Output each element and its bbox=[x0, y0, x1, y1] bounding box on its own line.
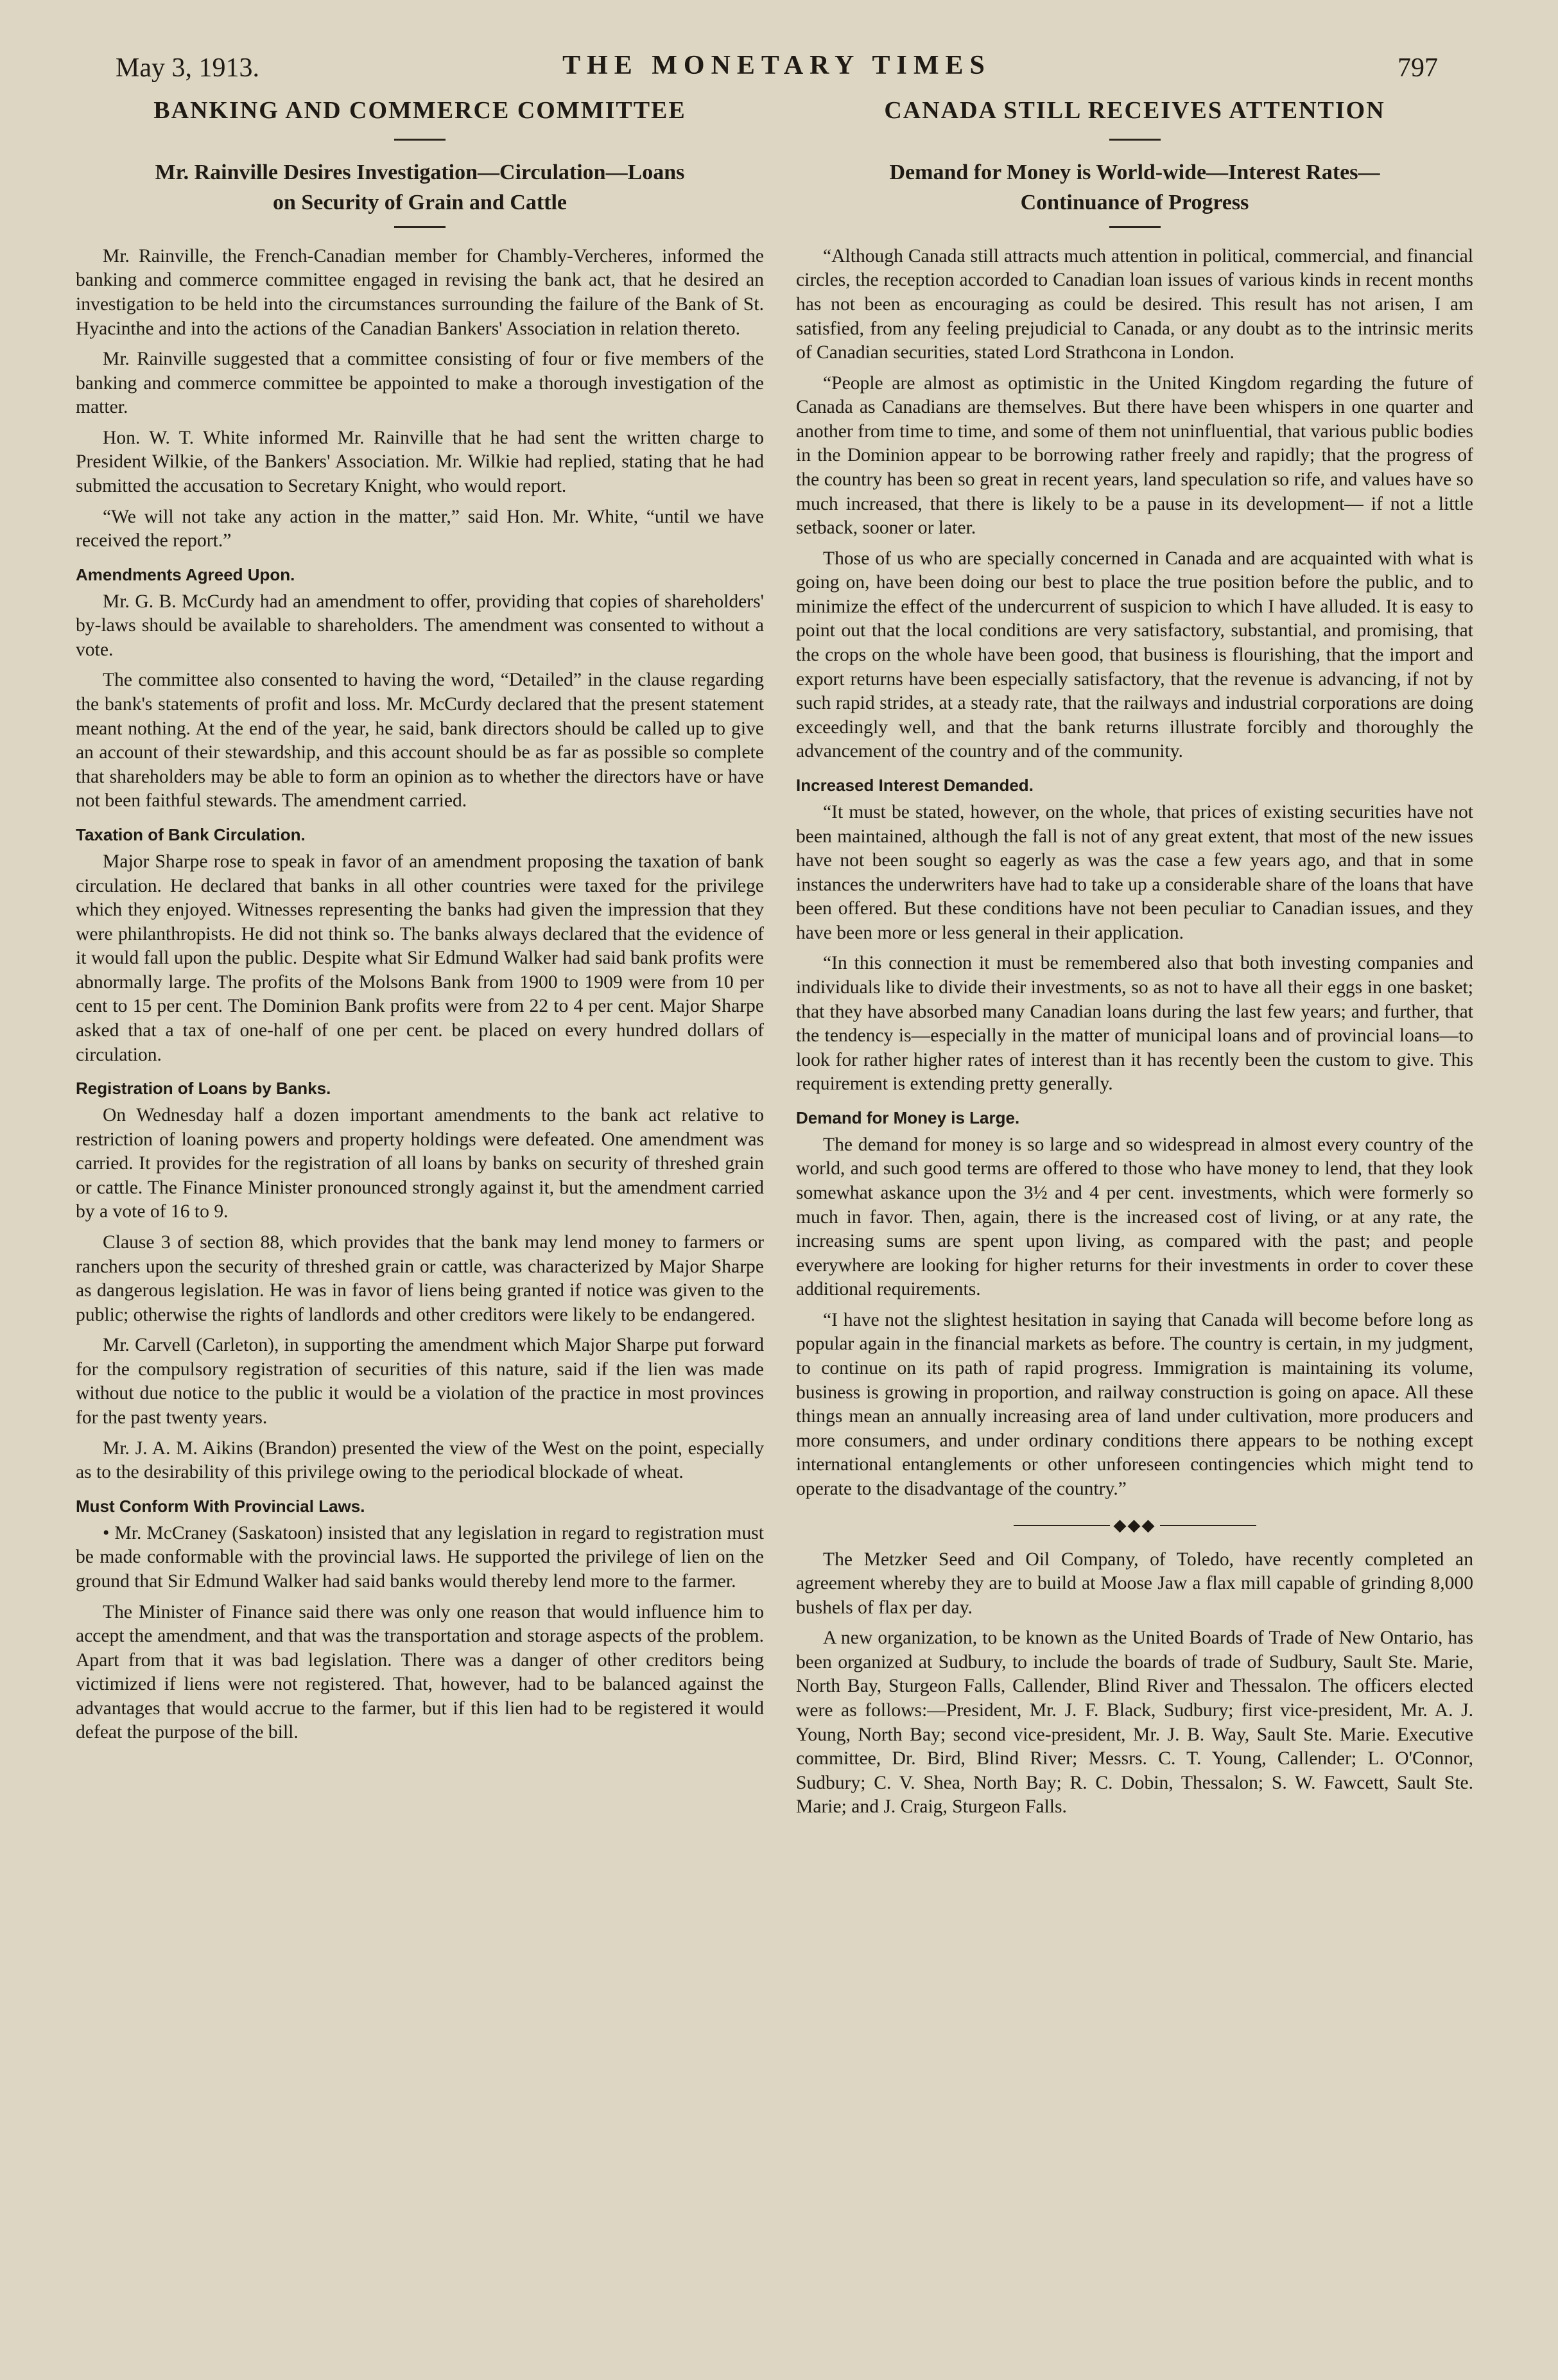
page-number: 797 bbox=[1398, 53, 1438, 83]
paragraph: “Although Canada still attracts much attention in political, commercial, and financial circles, the reception accorded to Canadian loan issues of various kinds in recent months has not been as encouraging as could be desired. This result has not arisen, I am satisfied, from any feeling prejudicial to Canada, or any doubt as to the intrinsic merits of Canadian securities, stated Lord Strathcona in London. bbox=[796, 245, 1473, 363]
subtitle-rule bbox=[1109, 226, 1161, 228]
left-article-title: BANKING AND COMMERCE COMMITTEE bbox=[153, 97, 686, 124]
section-heading: Registration of Loans by Banks. bbox=[76, 1079, 331, 1099]
paragraph: Mr. J. A. M. Aikins (Brandon) presented the view of the West on the point, especially as to the desirability of this privilege owing to the periodical blockade of wheat. bbox=[76, 1438, 764, 1483]
paragraph: The committee also consented to having the word, “Detailed” in the clause regarding the bank's statements of profit and loss. Mr. McCurdy declared that the present statement meant nothing. At the end of the year, he said, bank directors should be called up to give an account of their stewardship, and this account should be as far as possible so complete that shareholders may be able to form an opinion as to whether the directors have or have not been faithful stewards. The amendment carried. bbox=[76, 670, 764, 812]
left-article-subtitle-line-2: on Security of Grain and Cattle bbox=[272, 191, 567, 215]
paragraph: “I have not the slightest hesitation in saying that Canada will become before long as popular again in the financial markets as before. The country is certain, in my judgment, to continue on its path of rapid progress. Immigration is maintaining its volume, business is growing in proportion, and railway construction is going on apace. All these things mean an annually increasing area of land under cultivation, more producers and more consumers, and under ordinary conditions there appears to be nothing except international entanglements or other unforeseen contingencies which might tend to operate to the disadvantage of the country.” bbox=[796, 1309, 1473, 1499]
section-heading: Increased Interest Demanded. bbox=[796, 775, 1034, 795]
paragraph: On Wednesday half a dozen important amendments to the bank act relative to restriction of loaning powers and property holdings were defeated. One amendment was carried. It provides for the registration of all loans by banks on security of threshed grain or cattle. The Finance Minister pronounced strongly against it, but the amendment carried by a vote of 16 to 9. bbox=[76, 1105, 764, 1222]
divider-line bbox=[1014, 1525, 1110, 1526]
divider-line bbox=[1160, 1525, 1256, 1526]
title-rule bbox=[394, 139, 446, 141]
right-column bbox=[796, 96, 1473, 1826]
paragraph: The Metzker Seed and Oil Company, of Toledo, have recently completed an agreement whereby they are to build at Moose Jaw a flax mill capable of grinding 8,000 bushels of flax per day. bbox=[796, 1549, 1473, 1618]
paragraph: A new organization, to be known as the United Boards of Trade of New Ontario, has been organized at Sudbury, to include the boards of trade of Sudbury, Sault Ste. Marie, North Bay, Sturgeon Falls, Callender, Blind River and Thessalon. The officers elected were as follows:—President, Mr. J. F. Black, Sudbury; first vice-president, Mr. A. J. Young, North Bay; second vice-president, Mr. J. B. Way, Sault Ste. Marie. Executive committee, Dr. Bird, Blind River; Messrs. C. T. Young, Callender; L. O'Connor, Sudbury; C. V. Shea, North Bay; R. C. Dobin, Thessalon; S. W. Fawcett, Sault Ste. Marie; and J. Craig, Sturgeon Falls. bbox=[796, 1628, 1473, 1818]
section-heading: Amendments Agreed Upon. bbox=[76, 564, 295, 584]
paragraph: • Mr. McCraney (Saskatoon) insisted that any legislation in regard to registration must be made conformable with the provincial laws. He supported the privilege of lien on the ground that Sir Edmund Walker had said banks would thereby lend more to the farmer. bbox=[76, 1522, 764, 1592]
issue-date: May 3, 1913. bbox=[116, 53, 259, 83]
section-divider-ornament bbox=[796, 1515, 1473, 1535]
publication-title: THE MONETARY TIMES bbox=[562, 51, 991, 80]
section-heading: Taxation of Bank Circulation. bbox=[76, 824, 306, 844]
running-head bbox=[116, 45, 1438, 90]
divider-flourish-icon: ◆◆◆ bbox=[1113, 1515, 1156, 1534]
paragraph: Hon. W. T. White informed Mr. Rainville that he had sent the written charge to President Wilkie, of the Bankers' Association. Mr. Wilkie had replied, stating that he had submitted the accusation to Secretary Knight, who would report. bbox=[76, 427, 764, 496]
paragraph: “In this connection it must be remembered also that both investing companies and individuals like to divide their investments, so as not to have all their eggs in one basket; that they have absorbed many Canadian loans during the last few years; and further, that the tendency is—especially in the matter of municipal loans and of provincial loans—to look for rather higher rates of interest than it has recently been the custom to give. This requirement is extending pretty generally. bbox=[796, 953, 1473, 1095]
left-column bbox=[76, 96, 764, 1751]
paragraph: The Minister of Finance said there was only one reason that would influence him to accept the amendment, and that was the transportation and storage aspects of the problem. Apart from that it was bad legislation. There was a danger of other creditors being victimized if liens were not registered. That, however, had to be balanced against the advantages that would accrue to the farmer, but if this lien had to be registered it would defeat the purpose of the bill. bbox=[76, 1601, 764, 1743]
paragraph: Those of us who are specially concerned in Canada and are acquainted with what is going on, have been doing our best to place the true position before the public, and to minimize the effect of the undercurrent of suspicion to which I have alluded. It is easy to point out that the local conditions are very satisfactory, substantial, and promising, that the crops on the whole have been good, that business is flourishing, that the import and export returns have been especially satisfactory, that the revenue is advancing, if not by such rapid strides, at a steady rate, that the railways and industrial corporations are doing exceedingly well, and that the bank returns illustrate forcibly and thoroughly the advancement of the country and of the community. bbox=[796, 548, 1473, 762]
section-heading: Demand for Money is Large. bbox=[796, 1107, 1020, 1127]
paragraph: “It must be stated, however, on the whole, that prices of existing securities have not been maintained, although the fall is not of any great extent, that most of the new issues have not been sought so eagerly as was the case a few years ago, and that in some instances the underwriters have had to take up a considerable share of the loans that have been offered. But these conditions have not been peculiar to Canadian issues, and they have been more or less general in their application. bbox=[796, 801, 1473, 943]
paragraph: Mr. Carvell (Carleton), in supporting the amendment which Major Sharpe put forward for the compulsory registration of securities of this nature, said if the lien was made without due notice to the public it would be a violation of the practice in most provinces for the past twenty years. bbox=[76, 1335, 764, 1429]
paragraph: The demand for money is so large and so widespread in almost every country of the world, and such good terms are offered to those who have money to lend, that they look somewhat askance upon the 3½ and 4 per cent. investments, which were formerly so much in favor. Then, again, there is the increased cost of living, or at any rate, the increasing sums are spent upon living, as compared with the past; and people everywhere are looking for higher returns for their investments in order to cover these additional requirements. bbox=[796, 1134, 1473, 1300]
section-heading: Must Conform With Provincial Laws. bbox=[76, 1496, 365, 1516]
paragraph: Major Sharpe rose to speak in favor of an amendment proposing the taxation of bank circulation. He declared that banks in all other countries were taxed for the privilege which they enjoyed. Witnesses representing the banks had given the impression that they were philanthropists. He did not think so. The banks always declared that the evidence of it would fall upon the public. Despite what Sir Edmund Walker had said bank profits were abnormally large. The profits of the Molsons Bank from 1900 to 1909 were from 10 per cent to 15 per cent. The Dominion Bank profits were from 22 to 4 per cent. Major Sharpe asked that a tax of one-half of one per cent. be placed on every hundred dollars of circulation. bbox=[76, 851, 764, 1065]
right-article-subtitle-line-2: Continuance of Progress bbox=[1020, 191, 1249, 215]
paragraph: Mr. Rainville, the French-Canadian member for Chambly-Vercheres, informed the banking and commerce committee engaged in revising the bank act, that he desired an investigation to be held into the circumstances surrounding the failure of the Bank of St. Hyacinthe and into the actions of the Canadian Bankers' Association in relation thereto. bbox=[76, 245, 764, 339]
subtitle-rule bbox=[394, 226, 446, 228]
paragraph: “People are almost as optimistic in the United Kingdom regarding the future of Canada as Canadians are themselves. But there have been whispers in one quarter and another from time to time, and some of them not uninfluential, that various public bodies in the Dominion appear to be borrowing rather freely and rapidly; that the progress of the country has been so great in recent years, land speculation so rife, and values have so much increased, that there is likely to be a pause in its development— if not a little setback, sooner or later. bbox=[796, 372, 1473, 539]
paragraph: Mr. Rainville suggested that a committee consisting of four or five members of the banking and commerce committee be appointed to make a thorough investigation of the matter. bbox=[76, 349, 764, 418]
title-rule bbox=[1109, 139, 1161, 141]
left-article-subtitle-line-1: Mr. Rainville Desires Investigation—Circulation—Loans bbox=[155, 160, 685, 184]
right-article-subtitle-line-1: Demand for Money is World-wide—Interest Rates— bbox=[889, 160, 1380, 184]
right-article-title: CANADA STILL RECEIVES ATTENTION bbox=[884, 97, 1385, 124]
paragraph: “We will not take any action in the matter,” said Hon. Mr. White, “until we have received the report.” bbox=[76, 506, 764, 552]
paragraph: Mr. G. B. McCurdy had an amendment to offer, providing that copies of shareholders' by-laws should be available to shareholders. The amendment was consented to without a vote. bbox=[76, 591, 764, 660]
paragraph: Clause 3 of section 88, which provides that the bank may lend money to farmers or ranchers upon the security of threshed grain or cattle, was characterized by Major Sharpe as dangerous legislation. He was in favor of liens being granted if notice was given to the public; otherwise the rights of landlords and other creditors were likely to be endangered. bbox=[76, 1232, 764, 1325]
